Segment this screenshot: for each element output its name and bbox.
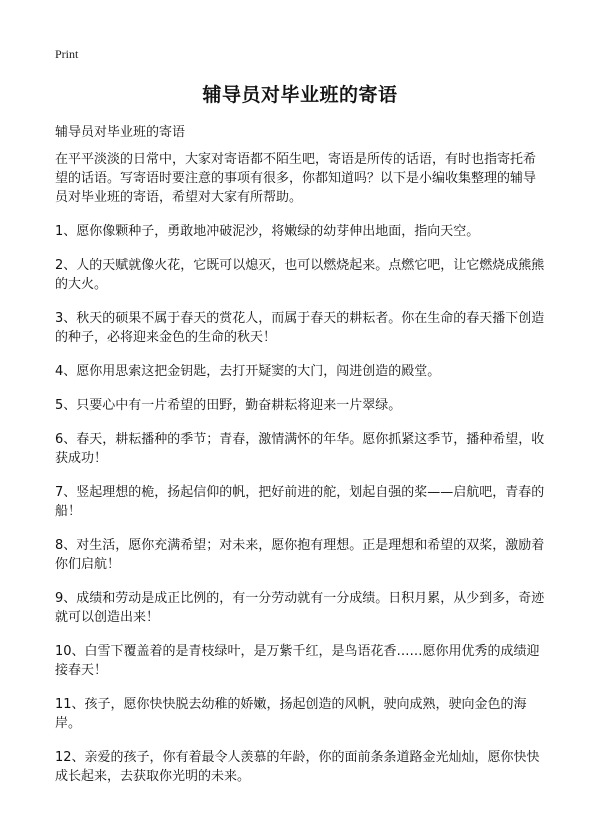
message-item: 10、白雪下覆盖着的是青枝绿叶，是万紫千红，是鸟语花香……愿你用优秀的成绩迎接春天！ bbox=[55, 644, 540, 678]
document-body bbox=[55, 150, 547, 801]
message-item: 2、人的天赋就像火花，它既可以熄灭，也可以燃烧起来。点燃它吧，让它燃烧成熊熊的大火。 bbox=[55, 258, 545, 292]
message-item: 11、孩子，愿你快快脱去幼稚的娇嫩，扬起创造的风帆，驶向成熟，驶向金色的海岸。 bbox=[55, 697, 527, 731]
intro-paragraph: 在平平淡淡的日常中，大家对寄语都不陌生吧，寄语是所传的话语，有时也指寄托希望的话语。写寄语时要注意的事项有很多，你都知道吗？以下是小编收集整理的辅导员对毕业班的寄语，希望对大家有所帮助。 bbox=[55, 152, 537, 205]
message-item: 1、愿你像颗种子，勇敢地冲破泥沙，将嫩绿的幼芽伸出地面，指向天空。 bbox=[55, 224, 480, 239]
message-item: 6、春天，耕耘播种的季节；青春，激情满怀的年华。愿你抓紧这季节，播种希望，收获成功！ bbox=[55, 432, 545, 466]
message-item: 12、亲爱的孩子，你有着最令人羡慕的年龄，你的面前条条道路金光灿灿，愿你快快成长起来，去获取你光明的未来。 bbox=[55, 750, 540, 784]
message-item: 9、成绩和劳动是成正比例的，有一分劳动就有一分成绩。日积月累，从少到多，奇迹就可以创造出来！ bbox=[55, 591, 545, 625]
message-item: 5、只要心中有一片希望的田野，勤奋耕耘将迎来一片翠绿。 bbox=[55, 398, 402, 413]
message-item: 3、秋天的硕果不属于春天的赏花人，而属于春天的耕耘者。你在生命的春天播下创造的种子，必将迎来金色的生命的秋天！ bbox=[55, 311, 545, 345]
document-subtitle: 辅导员对毕业班的寄语 bbox=[55, 125, 186, 140]
document-title: 辅导员对毕业班的寄语 bbox=[202, 84, 398, 106]
print-link[interactable]: Print bbox=[55, 47, 79, 61]
message-item: 7、竖起理想的桅，扬起信仰的帆，把好前进的舵，划起自强的桨——启航吧，青春的船！ bbox=[55, 485, 545, 519]
message-item: 4、愿你用思索这把金钥匙，去打开疑窦的大门，闯进创造的殿堂。 bbox=[55, 364, 441, 379]
message-item: 8、对生活，愿你充满希望；对未来，愿你抱有理想。正是理想和希望的双桨，激励着你们启航！ bbox=[55, 538, 545, 572]
